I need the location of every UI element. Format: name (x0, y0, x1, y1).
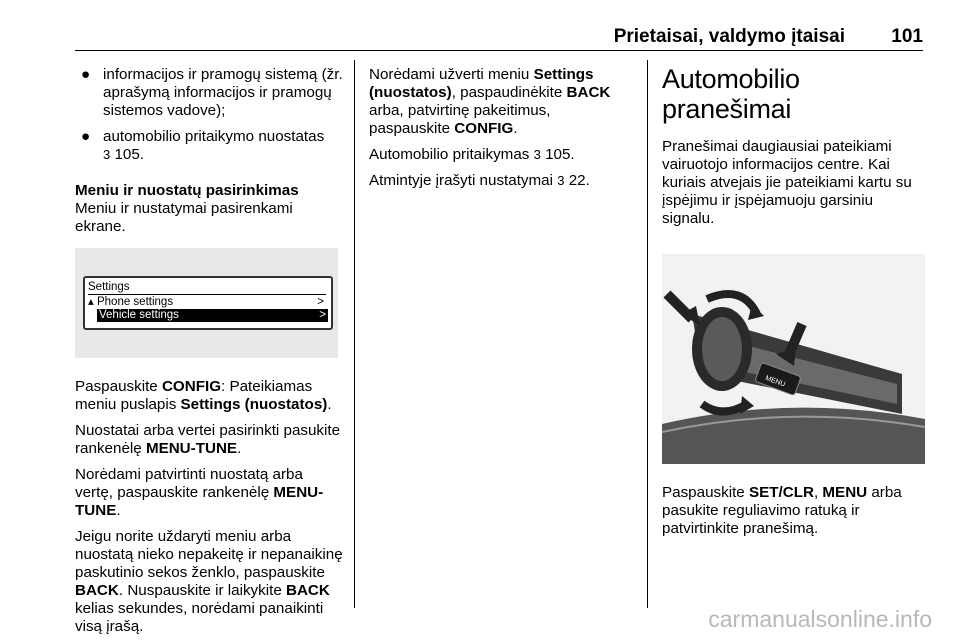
column-divider (354, 60, 355, 608)
section-heading: Meniu ir nuostatų pasirinkimas (75, 182, 299, 199)
menu-button-label: MENU (764, 374, 787, 389)
column-2 (369, 66, 635, 198)
bullet-item: ● informacijos ir pramogų sistemą (žr. aprašymą informacijos ir pramogų sistemos vadove); (81, 66, 343, 119)
paragraph: Pranešimai daugiausiai pateikiami vairuotojo informacijos centre. Kai kuriais atvejais jie pateikiami kartu su įspėjimu ir įspėjamuoju garsiniu signalu. (662, 138, 912, 227)
chevron-right-icon: > (319, 309, 326, 321)
page-number: 101 (891, 26, 923, 47)
column-3 (662, 66, 928, 546)
bullet-icon: ● (81, 128, 91, 145)
display-image (75, 248, 338, 358)
page-ref[interactable]: 105. (545, 146, 575, 163)
display-menu-item-selected: Vehicle settings > (99, 309, 326, 321)
info-display-screen (83, 276, 333, 330)
paragraph: Paspauskite SET/CLR, MENU arba pasukite reguliavimo ratuką ir patvirtinkite pranešimą. (662, 484, 902, 537)
section-title: Automobilio pranešimai (662, 64, 800, 124)
paragraph: Meniu ir nustatymai pasirenkami ekrane. (75, 200, 293, 235)
bullet-icon: ● (81, 66, 91, 83)
paragraph: Norėdami patvirtinti nuostatą arba vertę, paspauskite rankenėlę MENU-TUNE. (75, 466, 324, 519)
watermark-text: carmanualsonline.info (708, 606, 932, 632)
page-ref-icon[interactable]: 3 (557, 173, 565, 188)
page-ref-icon[interactable]: 3 (533, 147, 541, 162)
header-title: Prietaisai, valdymo įtaisai (613, 26, 845, 47)
paragraph: Nuostatai arba vertei pasirinkti pasukite rankenėlę MENU-TUNE. (75, 422, 341, 457)
paragraph: Atmintyje įrašyti nustatymai 3 22. (369, 172, 590, 189)
display-title: Settings (88, 281, 326, 295)
scroll-up-icon: ▴ (88, 296, 94, 308)
chevron-right-icon: > (317, 296, 324, 308)
paragraph: Jeigu norite uždaryti meniu arba nuostatą nieko nepakeitę ir nepanaikinę paskutinio sekos ženklo, paspauskite BACK. Nuspauskite ir laikykite BACK kelias sekundes, norėdami panaikinti visą įrašą. (75, 528, 343, 635)
page-ref[interactable]: 105. (114, 146, 145, 163)
bullet-item: ● automobilio pritaikymo nuostatas 3 105. (81, 128, 325, 163)
column-divider (647, 60, 648, 608)
stalk-illustration (662, 254, 925, 464)
page-header (75, 22, 923, 51)
column-1 (75, 66, 345, 644)
page-ref-icon[interactable]: 3 (103, 147, 111, 162)
page-ref[interactable]: 22. (568, 172, 590, 189)
stalk-control-photo (662, 254, 925, 464)
paragraph: Automobilio pritaikymas 3 105. (369, 146, 575, 163)
paragraph: Paspauskite CONFIG: Pateikiamas meniu puslapis Settings (nuostatos). (75, 378, 332, 413)
paragraph: Norėdami užverti meniu Settings (nuostatos), paspaudinėkite BACK arba, patvirtinę pakeitimus, paspauskite CONFIG. (369, 66, 611, 137)
display-menu-item: ▴ Phone settings > (88, 296, 324, 308)
